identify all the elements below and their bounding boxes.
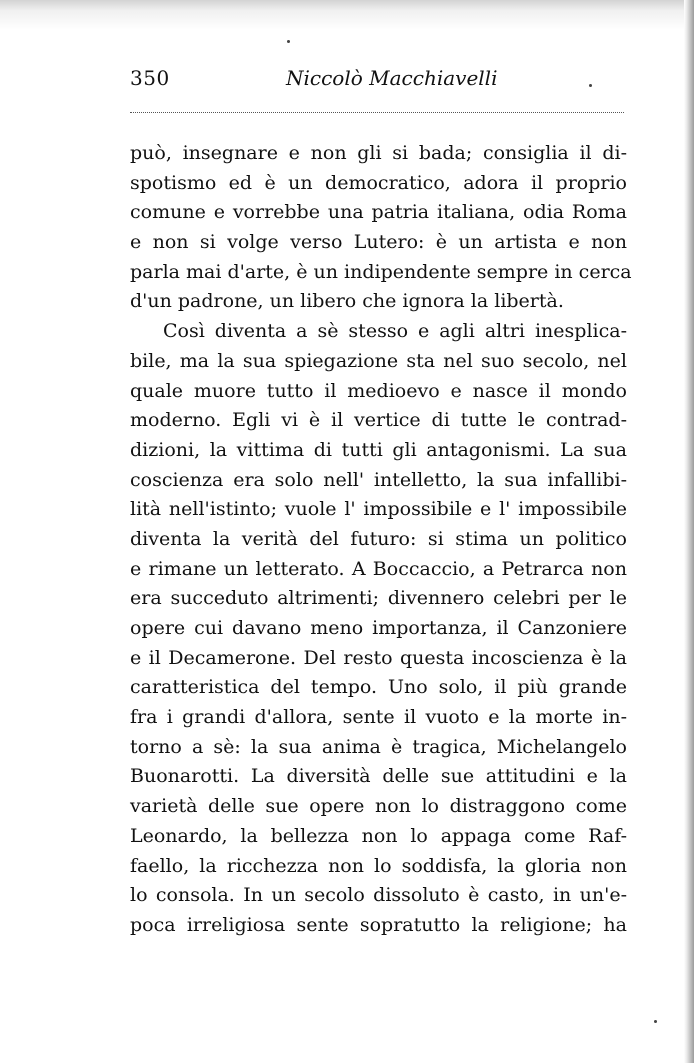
text-line: e non si volge verso Lutero: è un artista e non (130, 231, 627, 254)
speck (654, 1020, 657, 1023)
text-line: moderno. Egli vi è il vertice di tutte le contrad- (130, 409, 627, 432)
running-title: Niccolò Macchiavelli (286, 66, 498, 90)
text-line: era succeduto altrimenti; divennero celebri per le (130, 587, 627, 610)
page-number: 350 (130, 66, 170, 90)
header-rule (130, 112, 624, 113)
text-line: Buonarotti. La diversità delle sue attitudini e la (130, 765, 627, 788)
text-line: e rimane un letterato. A Boccaccio, a Petrarca non (130, 557, 627, 580)
text-line: lità nell'istinto; vuole l' impossibile e l' impossibile (130, 498, 627, 521)
text-line: quale muore tutto il medioevo e nasce il mondo (130, 379, 627, 402)
text-line: poca irreligiosa sente sopratutto la religione; ha (130, 913, 627, 936)
text-line: varietà delle sue opere non lo distraggono come (130, 795, 627, 818)
text-line: spotismo ed è un democratico, adora il proprio (130, 171, 627, 194)
text-line: Così diventa a sè stesso e agli altri inesplica- (163, 320, 627, 343)
text-line: d'un padrone, un libero che ignora la libertà. (130, 290, 564, 313)
text-line: dizioni, la vittima di tutti gli antagonismi. La sua (130, 438, 627, 461)
body-text (130, 139, 632, 941)
text-line: opere cui davano meno importanza, il Canzoniere (130, 617, 627, 639)
text-line: parla mai d'arte, è un indipendente sempre in cerca (130, 260, 632, 283)
text-line: Leonardo, la bellezza non lo appaga come Raf- (130, 824, 627, 847)
page-header (130, 66, 626, 96)
text-line: può, insegnare e non gli si bada; consiglia il di- (130, 142, 627, 164)
text-line: lo consola. In un secolo dissoluto è casto, in un'e- (130, 884, 627, 907)
text-line: caratteristica del tempo. Uno solo, il più grande (130, 676, 627, 699)
text-line: coscienza era solo nell' intelletto, la sua infallibi- (130, 468, 627, 491)
text-line: comune e vorrebbe una patria italiana, odia Roma (130, 201, 627, 224)
text-line: faello, la ricchezza non lo soddisfa, la gloria non (130, 854, 627, 877)
text-line: bile, ma la sua spiegazione sta nel suo secolo, nel (130, 349, 627, 372)
text-line: torno a sè: la sua anima è tragica, Michelangelo (130, 735, 627, 758)
text-line: e il Decamerone. Del resto questa incoscienza è la (130, 646, 627, 669)
scan-shadow-top (0, 0, 694, 30)
text-line: fra i grandi d'allora, sente il vuoto e la morte in- (130, 706, 627, 729)
scan-shadow-right (684, 0, 694, 1063)
speck (287, 40, 290, 43)
text-line: diventa la verità del futuro: si stima un politico (130, 527, 627, 550)
